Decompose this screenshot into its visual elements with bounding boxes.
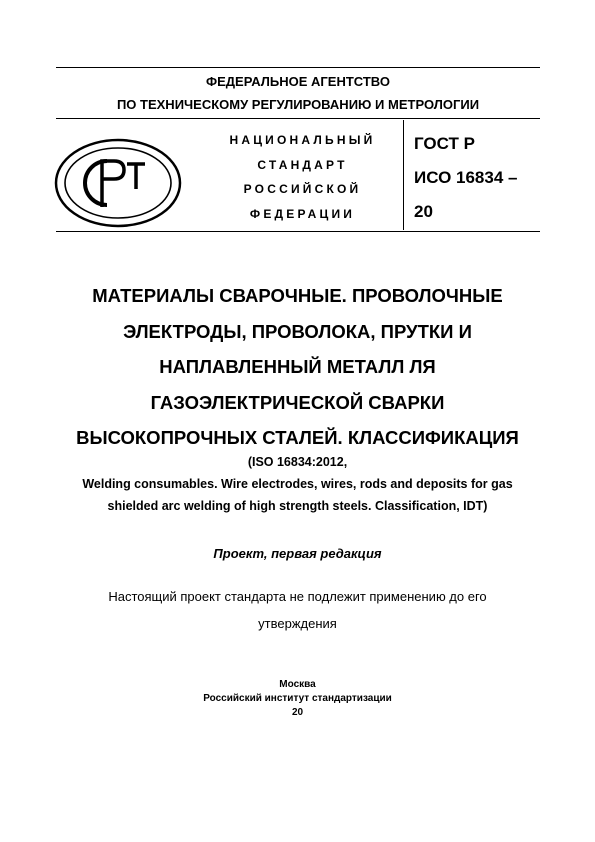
publication-imprint: [30, 678, 565, 720]
reference-line: (ISO 16834:2012,: [247, 455, 348, 469]
national-standard-line: ФЕДЕРАЦИИ: [249, 206, 356, 221]
title-line: ГАЗОЭЛЕКТРИЧЕСКОЙ СВАРКИ: [150, 391, 445, 413]
document-title: [40, 278, 555, 456]
national-standard-label: [215, 128, 390, 226]
header-rule: [56, 118, 540, 119]
national-standard-line: НАЦИОНАЛЬНЫЙ: [229, 133, 376, 147]
notice-line: утверждения: [258, 616, 337, 631]
title-line: МАТЕРИАЛЫ СВАРОЧНЫЕ. ПРОВОЛОЧНЫЕ: [92, 285, 503, 306]
notice-line: Настоящий проект стандарта не подлежит применению до его: [108, 589, 487, 604]
national-standard-line: СТАНДАРТ: [257, 157, 348, 172]
agency-header: [56, 70, 540, 116]
reference-line: shielded arc welding of high strength steels. Classification, IDT): [107, 499, 488, 513]
standard-designation: [414, 127, 517, 229]
imprint-publisher: Российский институт стандартизации: [203, 693, 392, 704]
agency-line-1: ФЕДЕРАЛЬНОЕ АГЕНТСТВО: [206, 74, 390, 89]
title-line: НАПЛАВЛЕННЫЙ МЕТАЛЛ ЛЯ: [159, 356, 436, 377]
designation-line: ИСО 16834 –: [414, 168, 518, 187]
reference-line: Welding consumables. Wire electrodes, wires, rods and deposits for gas: [82, 477, 513, 491]
top-rule: [56, 67, 540, 68]
masthead-bottom-rule: [56, 231, 540, 232]
imprint-city: Москва: [279, 679, 316, 690]
approval-notice: [60, 583, 535, 637]
international-reference: [30, 451, 565, 517]
imprint-year: 20: [291, 707, 304, 718]
designation-line: 20: [414, 202, 433, 221]
national-standard-line: РОССИЙСКОЙ: [243, 182, 362, 196]
title-line: ЭЛЕКТРОДЫ, ПРОВОЛОКА, ПРУТКИ И: [123, 320, 472, 342]
designation-line: ГОСТ Р: [414, 134, 475, 153]
draft-status: Проект, первая редакция: [213, 546, 382, 561]
title-line: ВЫСОКОПРОЧНЫХ СТАЛЕЙ. КЛАССИФИКАЦИЯ: [76, 427, 519, 448]
agency-line-2: ПО ТЕХНИЧЕСКОМУ РЕГУЛИРОВАНИЮ И МЕТРОЛОГИИ: [116, 97, 480, 112]
designation-divider: [403, 120, 404, 230]
rst-certification-mark-icon: [53, 137, 183, 229]
